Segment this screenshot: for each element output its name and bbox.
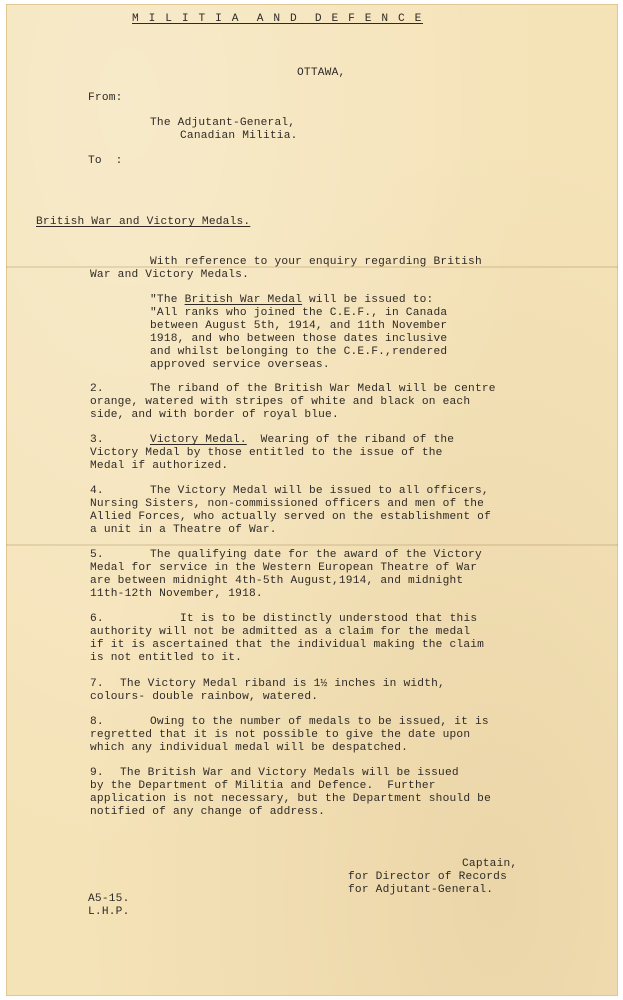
- para6-line: if it is ascertained that the individual making the claim: [90, 639, 485, 651]
- para3-first-line: [150, 434, 454, 447]
- british-war-medal-heading: British War Medal: [184, 294, 303, 306]
- para1-line: 1918, and who between those dates inclusive: [150, 333, 448, 345]
- para3-number: 3.: [90, 434, 104, 446]
- para5-line: Medal for service in the Western European Theatre of War: [90, 562, 478, 574]
- para4-line: a unit in a Theatre of War.: [90, 524, 277, 536]
- para4-line: The Victory Medal will be issued to all officers,: [150, 485, 489, 497]
- para6-number: 6.: [90, 613, 104, 625]
- letterhead: M I L I T I A A N D D E F E N C E: [132, 13, 423, 25]
- para3-line: Medal if authorized.: [90, 460, 229, 472]
- para1-first-line: [150, 294, 433, 307]
- para2-line: The riband of the British War Medal will be centre: [150, 383, 496, 395]
- para8-line: Owing to the number of medals to be issued, it is: [150, 716, 489, 728]
- para6-line: is not entitled to it.: [90, 652, 243, 664]
- para9-line: notified of any change of address.: [90, 806, 326, 818]
- para8-line: which any individual medal will be despatched.: [90, 742, 409, 754]
- para7-line: The Victory Medal riband is 1½ inches in width,: [120, 678, 445, 690]
- signature-title: Captain,: [462, 858, 518, 870]
- from-label: From:: [88, 92, 123, 104]
- reference-code: A5-15.: [88, 893, 130, 905]
- victory-medal-heading: Victory Medal.: [150, 434, 247, 446]
- para9-number: 9.: [90, 767, 104, 779]
- para5-line: are between midnight 4th-5th August,1914, and midnight: [90, 575, 464, 587]
- para5-line: The qualifying date for the award of the Victory: [150, 549, 482, 561]
- para2-line: orange, watered with stripes of white and black on each: [90, 396, 471, 408]
- para2-line: side, and with border of royal blue.: [90, 409, 339, 421]
- place: OTTAWA,: [297, 67, 346, 79]
- para8-number: 8.: [90, 716, 104, 728]
- letter-page: [6, 4, 618, 996]
- para1-line: approved service overseas.: [150, 359, 330, 371]
- para2-number: 2.: [90, 383, 104, 395]
- para5-line: 11th-12th November, 1918.: [90, 588, 263, 600]
- signature-line: for Director of Records: [348, 871, 508, 883]
- para9-line: by the Department of Militia and Defence. Further: [90, 780, 436, 792]
- to-label: To :: [88, 155, 123, 167]
- fold-line: [6, 544, 618, 546]
- para5-number: 5.: [90, 549, 104, 561]
- para4-number: 4.: [90, 485, 104, 497]
- reference-initials: L.H.P.: [88, 906, 130, 918]
- para9-line: The British War and Victory Medals will be issued: [120, 767, 459, 779]
- para6-line: It is to be distinctly understood that this: [180, 613, 478, 625]
- subject-heading: British War and Victory Medals.: [36, 216, 251, 228]
- para8-line: regretted that it is not possible to give the date upon: [90, 729, 471, 741]
- para6-line: authority will not be admitted as a claim for the medal: [90, 626, 471, 638]
- para7-line: colours- double rainbow, watered.: [90, 691, 319, 703]
- para4-line: Nursing Sisters, non-commissioned officers and men of the: [90, 498, 485, 510]
- intro-line: War and Victory Medals.: [90, 269, 250, 281]
- para3-line: Victory Medal by those entitled to the issue of the: [90, 447, 443, 459]
- para1-rest: will be issued to:: [302, 294, 434, 306]
- signature-line: for Adjutant-General.: [348, 884, 494, 896]
- para4-line: Allied Forces, who actually served on the establishment of: [90, 511, 491, 523]
- para1-lead: "The: [150, 294, 185, 306]
- intro-line: With reference to your enquiry regarding British: [150, 256, 482, 268]
- para7-number: 7.: [90, 678, 104, 690]
- para9-line: application is not necessary, but the Department should be: [90, 793, 491, 805]
- from-line: The Adjutant-General,: [150, 117, 296, 129]
- from-line: Canadian Militia.: [180, 130, 298, 142]
- para3-rest: Wearing of the riband of the: [246, 434, 455, 446]
- para1-line: "All ranks who joined the C.E.F., in Canada: [150, 307, 448, 319]
- para1-line: and whilst belonging to the C.E.F.,rendered: [150, 346, 448, 358]
- para1-line: between August 5th, 1914, and 11th November: [150, 320, 448, 332]
